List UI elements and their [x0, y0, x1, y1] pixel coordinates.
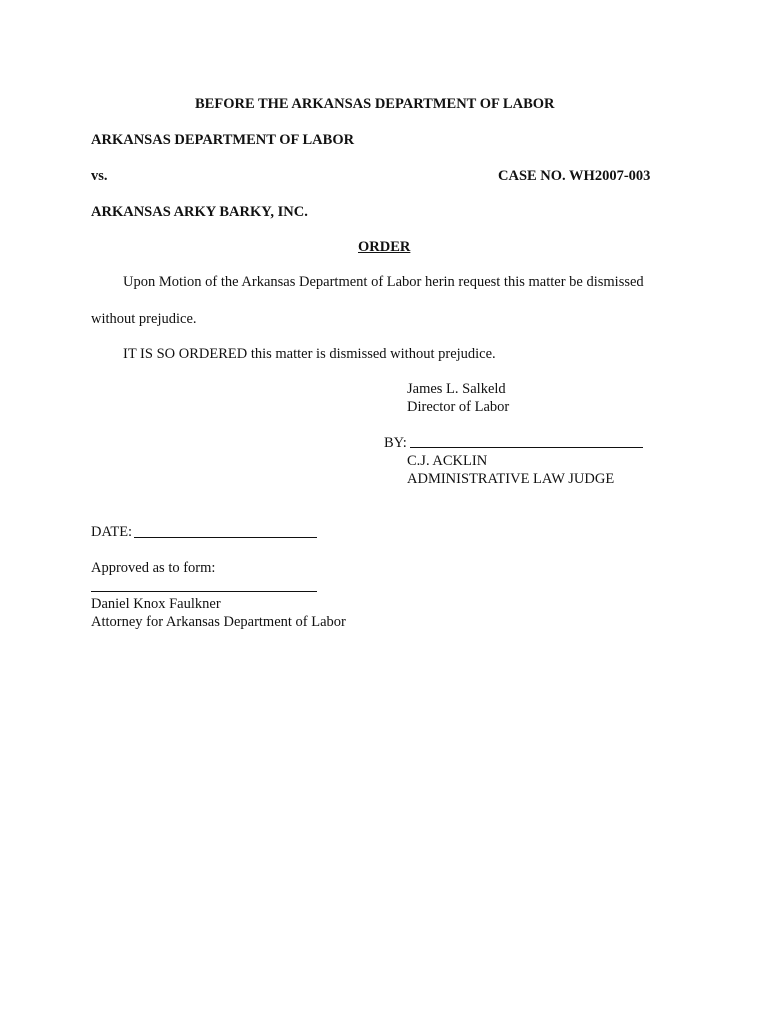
case-number: CASE NO. WH2007-003: [498, 168, 651, 184]
paragraph2: IT IS SO ORDERED this matter is dismissed without prejudice.: [123, 346, 496, 362]
date-line: [134, 537, 317, 538]
judge-name: C.J. ACKLIN: [407, 453, 488, 469]
plaintiff-name: ARKANSAS DEPARTMENT OF LABOR: [91, 132, 355, 148]
director-title: Director of Labor: [407, 399, 510, 415]
judge-title: ADMINISTRATIVE LAW JUDGE: [407, 471, 615, 487]
paragraph1-line2: without prejudice.: [91, 311, 197, 327]
attorney-title: Attorney for Arkansas Department of Labor: [91, 614, 346, 630]
paragraph1-line1: Upon Motion of the Arkansas Department of Labor herin request this matter be dismissed: [123, 274, 644, 290]
defendant-name: ARKANSAS ARKY BARKY, INC.: [91, 204, 308, 220]
director-name: James L. Salkeld: [407, 381, 506, 397]
by-label: BY:: [384, 435, 407, 451]
document-heading: BEFORE THE ARKANSAS DEPARTMENT OF LABOR: [195, 96, 555, 112]
attorney-name: Daniel Knox Faulkner: [91, 596, 221, 612]
approved-label: Approved as to form:: [91, 560, 216, 576]
attorney-signature-line: [91, 591, 317, 592]
date-label: DATE:: [91, 524, 133, 540]
versus-label: vs.: [91, 168, 108, 184]
order-title: ORDER: [358, 239, 411, 255]
judge-signature-line: [410, 447, 643, 448]
